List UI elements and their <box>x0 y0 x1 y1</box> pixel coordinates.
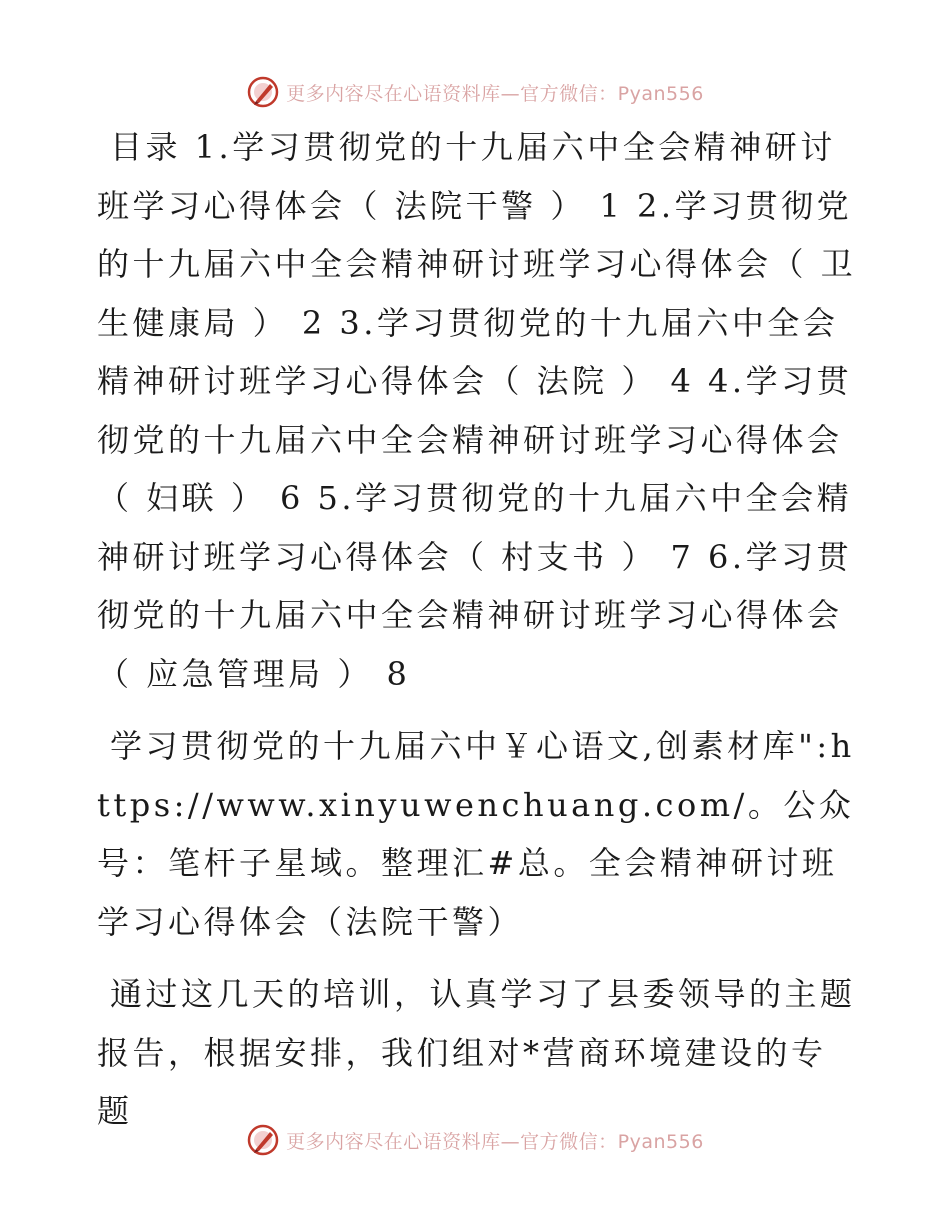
pen-stamp-logo-icon <box>246 1123 280 1157</box>
article-paragraph: 通过这几天的培训，认真学习了县委领导的主题报告，根据安排，我们组对*营商环境建设的专题 <box>97 975 856 1130</box>
article-title: 学习贯彻党的十九届六中￥心语文,创素材库":https://www.xinyuwenchuang.com/。公众号：笔杆子星域。整理汇#总。全会精神研讨班学习心得体会（法院干警） <box>97 727 855 941</box>
header-watermark-banner <box>0 72 950 112</box>
pen-stamp-logo-icon <box>246 75 280 109</box>
footer-banner-text: 更多内容尽在心语资料库—官方微信：Pyan556 <box>286 1130 704 1153</box>
document-body <box>97 118 857 1155</box>
footer-watermark-banner <box>0 1120 950 1160</box>
header-banner-text: 更多内容尽在心语资料库—官方微信：Pyan556 <box>286 82 704 105</box>
table-of-contents: 目录 1.学习贯彻党的十九届六中全会精神研讨班学习心得体会（ 法院干警 ） 1 2.学习贯彻党的十九届六中全会精神研讨班学习心得体会（ 卫生健康局 ） 2 3.学习贯彻党的十九届六中全会精神研讨班学习心得体会（ 法院 ） 4 4.学习贯彻党的十九届六中全会精神研讨班学习心得体会（ 妇联 ） 6 5.学习贯彻党的十九届六中全会精神研讨班学习心得体会（ 村支书 ） 7 6.学习贯彻党的十九届六中全会精神研讨班学习心得体会（ 应急管理局 ） 8 <box>97 128 857 693</box>
